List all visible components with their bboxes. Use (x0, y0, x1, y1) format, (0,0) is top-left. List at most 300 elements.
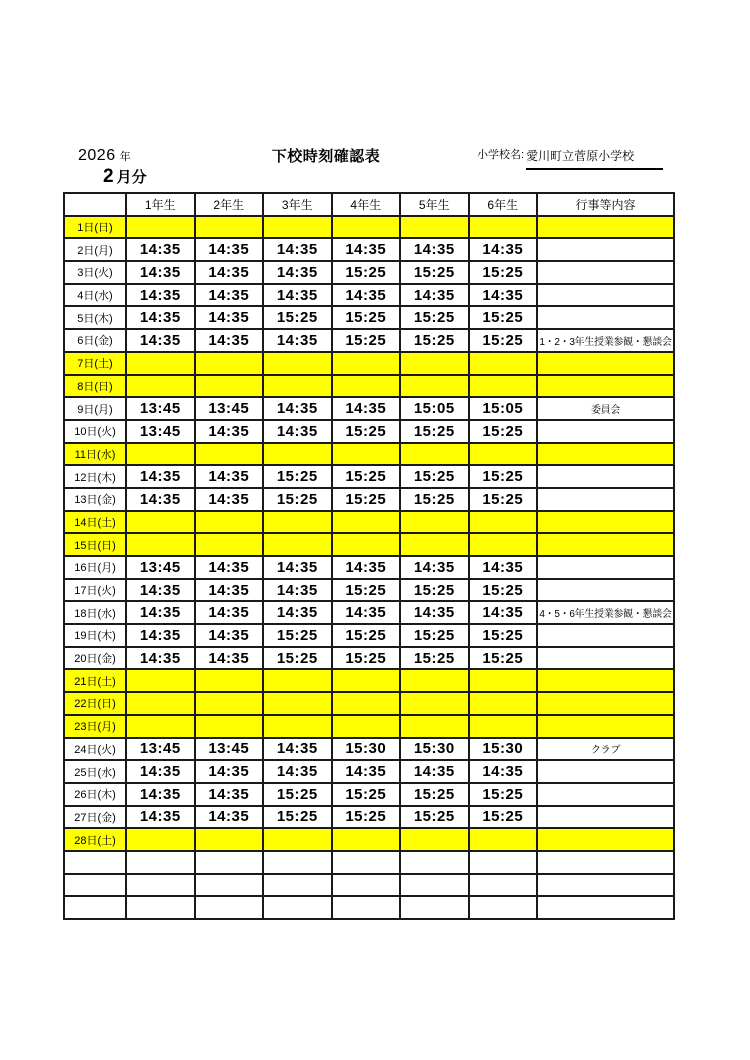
event-cell (537, 783, 674, 806)
time-cell (332, 715, 401, 738)
time-cell: 15:25 (332, 465, 401, 488)
date-cell: 13日(金) (64, 488, 126, 511)
time-cell (332, 216, 401, 239)
school-name-block (477, 147, 663, 170)
time-cell: 14:35 (263, 738, 332, 761)
time-cell: 13:45 (195, 738, 264, 761)
time-cell (195, 851, 264, 874)
event-cell (537, 851, 674, 874)
table-row (64, 647, 674, 670)
event-cell (537, 511, 674, 534)
time-cell: 14:35 (195, 284, 264, 307)
time-cell: 15:25 (469, 329, 538, 352)
time-cell (263, 533, 332, 556)
time-cell: 14:35 (195, 420, 264, 443)
date-cell (64, 874, 126, 897)
time-cell (126, 511, 195, 534)
table-row (64, 896, 674, 919)
event-cell (537, 647, 674, 670)
time-cell: 15:25 (469, 624, 538, 647)
time-cell: 15:25 (332, 261, 401, 284)
table-row (64, 284, 674, 307)
table-row (64, 828, 674, 851)
date-cell: 11日(水) (64, 443, 126, 466)
table-row (64, 443, 674, 466)
time-cell: 15:25 (263, 783, 332, 806)
event-cell: 委員会 (537, 397, 674, 420)
table-row (64, 511, 674, 534)
time-cell (195, 828, 264, 851)
event-cell: 4・5・6年生授業参観・懇談会 (537, 601, 674, 624)
time-cell: 15:25 (332, 647, 401, 670)
time-cell: 15:25 (332, 329, 401, 352)
date-cell (64, 896, 126, 919)
time-cell: 15:25 (263, 624, 332, 647)
time-cell: 13:45 (126, 556, 195, 579)
date-cell: 23日(月) (64, 715, 126, 738)
event-cell (537, 715, 674, 738)
table-row (64, 851, 674, 874)
time-cell: 15:05 (400, 397, 469, 420)
time-cell (126, 828, 195, 851)
time-cell: 15:25 (332, 306, 401, 329)
time-cell (469, 375, 538, 398)
event-cell (537, 828, 674, 851)
time-cell (126, 375, 195, 398)
table-row (64, 465, 674, 488)
month-value: 2 (103, 166, 114, 187)
time-cell (400, 533, 469, 556)
time-cell: 14:35 (263, 556, 332, 579)
time-cell: 15:25 (332, 806, 401, 829)
time-cell: 15:25 (332, 624, 401, 647)
time-cell (400, 216, 469, 239)
time-cell: 14:35 (126, 760, 195, 783)
table-row (64, 488, 674, 511)
time-cell (332, 851, 401, 874)
time-cell: 14:35 (195, 306, 264, 329)
time-cell: 14:35 (263, 420, 332, 443)
time-cell: 14:35 (126, 329, 195, 352)
corner-header-cell (64, 193, 126, 216)
time-cell: 14:35 (469, 601, 538, 624)
time-cell: 15:25 (263, 465, 332, 488)
time-cell: 15:25 (400, 465, 469, 488)
time-cell (195, 692, 264, 715)
time-cell (400, 715, 469, 738)
time-cell: 15:25 (400, 579, 469, 602)
time-cell: 14:35 (126, 806, 195, 829)
time-cell: 14:35 (195, 488, 264, 511)
time-cell: 15:25 (400, 488, 469, 511)
time-cell: 15:25 (332, 579, 401, 602)
event-cell (537, 579, 674, 602)
time-cell: 13:45 (126, 738, 195, 761)
event-cell: 1・2・3年生授業参観・懇談会 (537, 329, 674, 352)
time-cell (263, 375, 332, 398)
event-cell (537, 443, 674, 466)
date-cell: 14日(土) (64, 511, 126, 534)
time-cell: 15:25 (263, 306, 332, 329)
time-cell (263, 896, 332, 919)
time-cell (195, 669, 264, 692)
table-row (64, 806, 674, 829)
event-cell (537, 760, 674, 783)
time-cell: 15:25 (469, 261, 538, 284)
time-cell: 14:35 (400, 760, 469, 783)
time-cell (469, 669, 538, 692)
time-cell (400, 692, 469, 715)
time-cell (263, 352, 332, 375)
table-row (64, 420, 674, 443)
time-cell (263, 874, 332, 897)
table-row (64, 692, 674, 715)
date-cell: 21日(土) (64, 669, 126, 692)
time-cell (126, 851, 195, 874)
column-header: 行事等内容 (537, 193, 674, 216)
time-cell: 14:35 (126, 284, 195, 307)
time-cell: 15:25 (469, 783, 538, 806)
event-cell (537, 896, 674, 919)
date-cell: 12日(木) (64, 465, 126, 488)
time-cell: 15:25 (469, 806, 538, 829)
time-cell: 13:45 (126, 420, 195, 443)
date-cell: 20日(金) (64, 647, 126, 670)
time-cell: 14:35 (195, 783, 264, 806)
time-cell: 14:35 (195, 760, 264, 783)
date-cell: 16日(月) (64, 556, 126, 579)
date-cell: 18日(水) (64, 601, 126, 624)
time-cell (195, 375, 264, 398)
time-cell (126, 352, 195, 375)
year-line (78, 147, 131, 165)
time-cell (469, 692, 538, 715)
time-cell: 14:35 (332, 760, 401, 783)
time-cell: 14:35 (126, 647, 195, 670)
time-cell (195, 511, 264, 534)
time-cell: 14:35 (263, 579, 332, 602)
event-cell (537, 284, 674, 307)
time-cell: 14:35 (195, 556, 264, 579)
date-cell: 9日(月) (64, 397, 126, 420)
time-cell: 15:25 (332, 420, 401, 443)
table-row (64, 397, 674, 420)
time-cell: 15:25 (400, 647, 469, 670)
time-cell (400, 375, 469, 398)
school-name-value: 愛川町立菅原小学校 (526, 148, 663, 170)
year-unit-label: 年 (119, 151, 131, 163)
column-header: 2年生 (195, 193, 264, 216)
column-header: 5年生 (400, 193, 469, 216)
event-cell (537, 352, 674, 375)
date-cell: 24日(火) (64, 738, 126, 761)
date-cell: 2日(月) (64, 238, 126, 261)
time-cell (126, 715, 195, 738)
time-cell (469, 896, 538, 919)
time-cell: 14:35 (126, 488, 195, 511)
time-cell: 15:05 (469, 397, 538, 420)
table-row (64, 783, 674, 806)
time-cell: 15:25 (400, 306, 469, 329)
event-cell (537, 806, 674, 829)
date-cell: 3日(火) (64, 261, 126, 284)
time-cell (195, 533, 264, 556)
time-cell: 14:35 (126, 783, 195, 806)
time-cell: 14:35 (400, 601, 469, 624)
time-cell: 15:30 (469, 738, 538, 761)
time-cell: 14:35 (400, 238, 469, 261)
time-cell (195, 874, 264, 897)
month-line (103, 166, 147, 188)
time-cell: 14:35 (263, 238, 332, 261)
time-cell: 14:35 (195, 601, 264, 624)
table-header-row (64, 193, 674, 216)
time-cell: 15:25 (400, 624, 469, 647)
time-cell: 14:35 (195, 261, 264, 284)
time-cell (332, 511, 401, 534)
date-cell: 10日(火) (64, 420, 126, 443)
time-cell: 14:35 (126, 238, 195, 261)
table-body (64, 216, 674, 919)
time-cell (263, 511, 332, 534)
time-cell: 15:25 (263, 647, 332, 670)
time-cell: 14:35 (400, 556, 469, 579)
time-cell: 14:35 (332, 238, 401, 261)
date-cell: 19日(木) (64, 624, 126, 647)
time-cell (400, 874, 469, 897)
time-cell: 14:35 (469, 556, 538, 579)
time-cell (469, 828, 538, 851)
time-cell: 15:25 (400, 420, 469, 443)
time-cell: 14:35 (126, 601, 195, 624)
date-cell: 25日(水) (64, 760, 126, 783)
time-cell: 15:25 (263, 806, 332, 829)
time-cell: 14:35 (126, 624, 195, 647)
time-cell: 15:25 (469, 488, 538, 511)
time-cell (469, 715, 538, 738)
time-cell (332, 533, 401, 556)
time-cell: 14:35 (126, 261, 195, 284)
time-cell: 14:35 (126, 306, 195, 329)
month-unit-label: 月分 (116, 169, 147, 186)
table-row (64, 874, 674, 897)
time-cell (469, 352, 538, 375)
time-cell (263, 216, 332, 239)
date-cell: 6日(金) (64, 329, 126, 352)
time-cell (400, 669, 469, 692)
time-cell: 14:35 (126, 465, 195, 488)
event-cell (537, 465, 674, 488)
event-cell (537, 669, 674, 692)
table-row (64, 261, 674, 284)
time-cell (332, 352, 401, 375)
time-cell: 14:35 (263, 261, 332, 284)
time-cell: 14:35 (469, 760, 538, 783)
event-cell (537, 238, 674, 261)
time-cell: 14:35 (195, 806, 264, 829)
time-cell: 14:35 (332, 284, 401, 307)
time-cell: 14:35 (332, 556, 401, 579)
date-cell: 8日(日) (64, 375, 126, 398)
table-row (64, 238, 674, 261)
time-cell (263, 669, 332, 692)
event-cell (537, 488, 674, 511)
time-cell: 15:30 (400, 738, 469, 761)
time-cell (263, 715, 332, 738)
time-cell (400, 896, 469, 919)
time-cell: 14:35 (263, 601, 332, 624)
time-cell (126, 692, 195, 715)
date-cell: 7日(土) (64, 352, 126, 375)
date-cell: 27日(金) (64, 806, 126, 829)
time-cell (126, 533, 195, 556)
table-row (64, 306, 674, 329)
date-cell: 28日(土) (64, 828, 126, 851)
event-cell (537, 306, 674, 329)
time-cell: 14:35 (195, 329, 264, 352)
table-row (64, 601, 674, 624)
table-row (64, 624, 674, 647)
event-cell (537, 624, 674, 647)
time-cell: 15:25 (400, 783, 469, 806)
time-cell: 14:35 (400, 284, 469, 307)
table-row (64, 533, 674, 556)
time-cell: 15:30 (332, 738, 401, 761)
date-cell: 15日(日) (64, 533, 126, 556)
page-title: 下校時刻確認表 (271, 148, 381, 165)
column-header: 1年生 (126, 193, 195, 216)
time-cell (126, 443, 195, 466)
time-cell: 15:25 (332, 488, 401, 511)
table-row (64, 375, 674, 398)
time-cell (469, 216, 538, 239)
time-cell: 15:25 (332, 783, 401, 806)
time-cell (469, 874, 538, 897)
time-cell (195, 352, 264, 375)
table-row (64, 556, 674, 579)
time-cell: 14:35 (195, 624, 264, 647)
event-cell (537, 420, 674, 443)
table-row (64, 352, 674, 375)
dismissal-time-table (63, 192, 675, 920)
time-cell (400, 851, 469, 874)
table-row (64, 579, 674, 602)
date-cell: 17日(火) (64, 579, 126, 602)
time-cell (469, 533, 538, 556)
time-cell (469, 851, 538, 874)
time-cell (332, 692, 401, 715)
time-cell: 14:35 (263, 760, 332, 783)
time-cell (195, 443, 264, 466)
time-cell (126, 669, 195, 692)
table-row (64, 216, 674, 239)
time-cell: 15:25 (469, 579, 538, 602)
time-cell: 14:35 (195, 465, 264, 488)
event-cell (537, 216, 674, 239)
event-cell (537, 261, 674, 284)
time-cell: 15:25 (400, 806, 469, 829)
event-cell: クラブ (537, 738, 674, 761)
table-row (64, 738, 674, 761)
time-cell: 13:45 (195, 397, 264, 420)
time-cell: 15:25 (400, 329, 469, 352)
date-cell: 1日(日) (64, 216, 126, 239)
time-cell (400, 352, 469, 375)
time-cell: 14:35 (195, 647, 264, 670)
date-cell: 26日(木) (64, 783, 126, 806)
time-cell (263, 443, 332, 466)
time-cell: 14:35 (332, 397, 401, 420)
time-cell (263, 828, 332, 851)
table-row (64, 760, 674, 783)
time-cell (195, 896, 264, 919)
time-cell: 14:35 (469, 284, 538, 307)
time-cell (400, 511, 469, 534)
time-cell (332, 828, 401, 851)
time-cell (126, 896, 195, 919)
time-cell (126, 216, 195, 239)
table-row (64, 669, 674, 692)
time-cell (332, 896, 401, 919)
event-cell (537, 556, 674, 579)
time-cell: 15:25 (263, 488, 332, 511)
time-cell (195, 715, 264, 738)
time-cell: 14:35 (263, 329, 332, 352)
event-cell (537, 375, 674, 398)
time-cell (263, 851, 332, 874)
time-cell: 15:25 (469, 647, 538, 670)
date-cell (64, 851, 126, 874)
time-cell (400, 443, 469, 466)
time-cell (400, 828, 469, 851)
time-cell (332, 669, 401, 692)
time-cell: 14:35 (126, 579, 195, 602)
time-cell: 14:35 (195, 238, 264, 261)
table-row (64, 715, 674, 738)
time-cell (195, 216, 264, 239)
school-name-label: 小学校名: (477, 149, 525, 161)
event-cell (537, 692, 674, 715)
time-cell: 14:35 (195, 579, 264, 602)
time-cell: 14:35 (332, 601, 401, 624)
time-cell (469, 511, 538, 534)
time-cell (126, 874, 195, 897)
date-cell: 5日(木) (64, 306, 126, 329)
date-cell: 4日(水) (64, 284, 126, 307)
time-cell (332, 443, 401, 466)
event-cell (537, 533, 674, 556)
time-cell: 15:25 (469, 306, 538, 329)
time-cell (332, 375, 401, 398)
column-header: 4年生 (332, 193, 401, 216)
time-cell: 13:45 (126, 397, 195, 420)
time-cell: 15:25 (469, 420, 538, 443)
year-value: 2026 (78, 147, 116, 164)
time-cell (263, 692, 332, 715)
table-row (64, 329, 674, 352)
event-cell (537, 874, 674, 897)
time-cell: 15:25 (469, 465, 538, 488)
column-header: 3年生 (263, 193, 332, 216)
time-cell: 14:35 (263, 284, 332, 307)
time-cell (332, 874, 401, 897)
time-cell: 15:25 (400, 261, 469, 284)
time-cell (469, 443, 538, 466)
column-header: 6年生 (469, 193, 538, 216)
time-cell: 14:35 (469, 238, 538, 261)
date-cell: 22日(日) (64, 692, 126, 715)
time-cell: 14:35 (263, 397, 332, 420)
